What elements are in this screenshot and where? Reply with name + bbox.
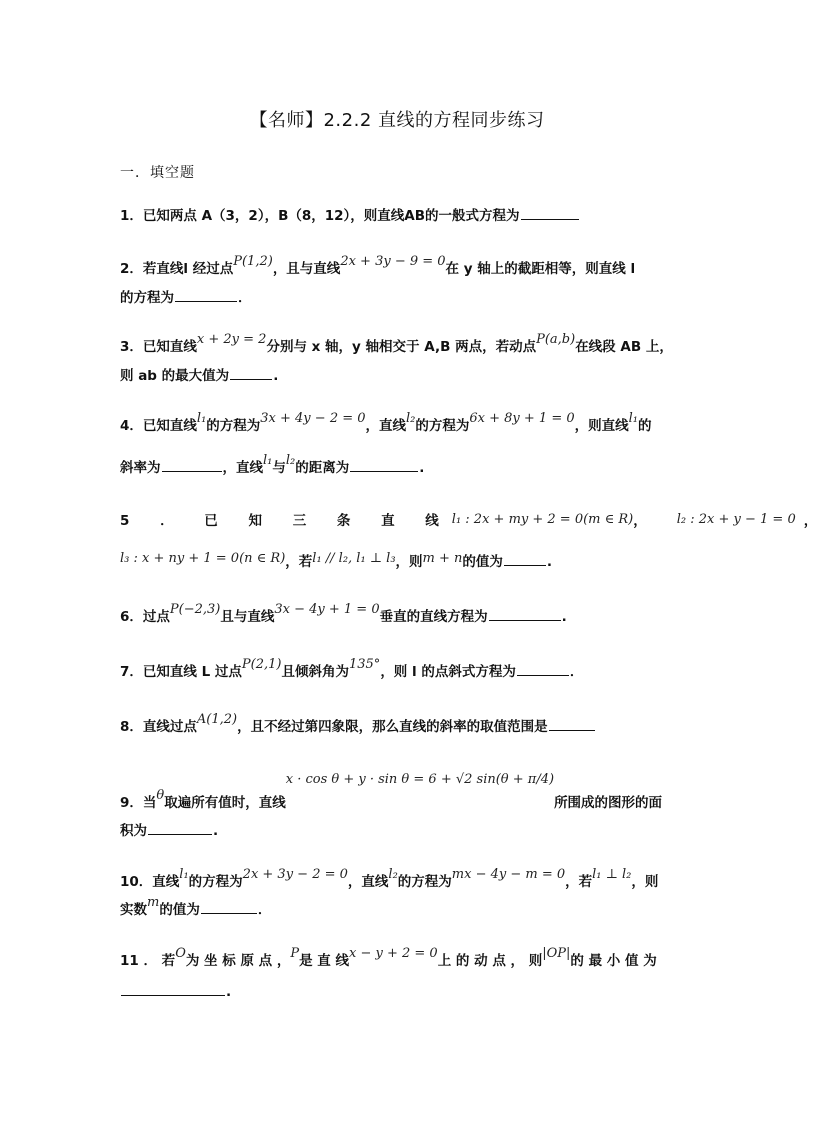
math-equation: x − y + 2 = 0 bbox=[349, 946, 438, 961]
q3-text: 则 ab 的最大值为 bbox=[120, 368, 230, 384]
q11-text: 上 的 动 点 ， 则 bbox=[437, 953, 543, 969]
math-equation: 2x + 3y − 2 = 0 bbox=[242, 867, 348, 882]
q6-text: 6．过点 bbox=[120, 609, 170, 625]
answer-blank bbox=[230, 378, 272, 380]
math-point: A(1,2) bbox=[196, 712, 238, 727]
q3-text: . bbox=[273, 368, 279, 384]
math-line: l₂ bbox=[388, 867, 398, 882]
question-10-line-2 bbox=[120, 895, 676, 918]
question-5 bbox=[120, 512, 817, 529]
q10-text: ． bbox=[257, 902, 272, 918]
math-point: P(−2,3) bbox=[169, 602, 221, 617]
math-expression: |OP| bbox=[542, 946, 571, 961]
math-equation: 3x + 4y − 2 = 0 bbox=[260, 411, 366, 426]
math-line: l₂ bbox=[406, 411, 416, 426]
q11-text: 为 坐 标 原 点 ， bbox=[185, 953, 291, 969]
q6-text: 垂直的直线方程为 bbox=[379, 609, 488, 625]
q1-text: 1．已知两点 A（3，2），B（8，12），则直线AB的一般式方程为 bbox=[120, 208, 520, 224]
q2-text: 在 y 轴上的截距相等，则直线 l bbox=[445, 261, 636, 277]
math-equation: l₂ : 2x + y − 1 = 0 bbox=[676, 512, 796, 527]
math-equation: mx − 4y − m = 0 bbox=[451, 867, 566, 882]
q5-text: ， bbox=[633, 513, 647, 529]
math-point: P bbox=[290, 946, 300, 961]
question-9 bbox=[120, 772, 676, 811]
question-6 bbox=[120, 602, 676, 625]
q11-text: . bbox=[226, 984, 232, 1000]
q10-text: 实数 bbox=[120, 902, 147, 918]
q4-text: 4．已知直线 bbox=[120, 418, 197, 434]
math-equation: 3x − 4y + 1 = 0 bbox=[274, 602, 380, 617]
q4-text: 的距离为 bbox=[295, 460, 350, 476]
q11-text: 11 ． 若 bbox=[120, 953, 176, 969]
question-11-line-2 bbox=[120, 986, 676, 1000]
q8-text: 8．直线过点 bbox=[120, 719, 197, 735]
q9-text: 所围成的图形的面 bbox=[554, 795, 663, 811]
question-10 bbox=[120, 867, 676, 890]
question-2 bbox=[120, 254, 676, 277]
q5-text: . bbox=[546, 554, 553, 570]
q4-text: ，直线 bbox=[222, 460, 263, 476]
q9-text: . bbox=[213, 823, 219, 839]
q4-text: 的方程为 bbox=[415, 418, 470, 434]
question-3 bbox=[120, 332, 676, 355]
q10-text: ，直线 bbox=[347, 874, 389, 890]
q10-text: 的方程为 bbox=[397, 874, 452, 890]
q4-text: 斜率为 bbox=[120, 460, 161, 476]
math-expression: m + n bbox=[422, 551, 463, 566]
q4-text: 的 bbox=[638, 418, 652, 434]
math-condition: l₁ // l₂, l₁ ⊥ l₃ bbox=[312, 551, 396, 566]
q2-text: 2．若直线l 经过点 bbox=[120, 261, 234, 277]
answer-blank bbox=[549, 729, 595, 731]
question-9-line-2 bbox=[120, 825, 676, 839]
q10-text: 的方程为 bbox=[188, 874, 243, 890]
q4-text: ，直线 bbox=[365, 418, 407, 434]
math-equation: x + 2y = 2 bbox=[196, 332, 267, 347]
q6-text: . bbox=[561, 609, 567, 625]
answer-blank bbox=[162, 470, 222, 472]
question-4 bbox=[120, 411, 676, 434]
math-theta: θ bbox=[156, 788, 165, 803]
section-heading: 一．填空题 bbox=[120, 165, 195, 181]
q4-text: 的方程为 bbox=[206, 418, 261, 434]
q5-text: 的值为 bbox=[462, 554, 503, 570]
answer-blank bbox=[350, 470, 418, 472]
q5-text: ，若 bbox=[285, 554, 313, 570]
q11-text: 是 直 线 bbox=[299, 953, 350, 969]
math-equation: x · cos θ + y · sin θ = 6 + √2 sin(θ + π/4) bbox=[285, 772, 555, 787]
q9-text: 9．当 bbox=[120, 795, 157, 811]
q6-text: 且与直线 bbox=[220, 609, 275, 625]
answer-blank bbox=[148, 833, 212, 835]
answer-blank bbox=[517, 674, 569, 676]
q4-text: . bbox=[419, 460, 425, 476]
math-equation: 2x + 3y − 9 = 0 bbox=[340, 254, 446, 269]
question-11 bbox=[120, 946, 676, 969]
q8-text: ，且不经过第四象限，那么直线的斜率的取值范围是 bbox=[237, 719, 548, 735]
q7-text: 7．已知直线 L 过点 bbox=[120, 664, 242, 680]
math-condition: l₁ ⊥ l₂ bbox=[592, 867, 632, 882]
math-point: P(1,2) bbox=[233, 254, 273, 269]
q4-text: ，则直线 bbox=[574, 418, 629, 434]
q9-text: 取遍所有值时，直线 bbox=[164, 795, 286, 811]
q7-text: ，则 l 的点斜式方程为 bbox=[380, 664, 516, 680]
q10-text: 的值为 bbox=[159, 902, 200, 918]
q7-text: 且倾斜角为 bbox=[281, 664, 349, 680]
q2-text: 的方程为 bbox=[120, 290, 174, 306]
q10-text: ，则 bbox=[631, 874, 659, 890]
answer-blank bbox=[175, 300, 237, 302]
math-equation: l₁ : 2x + my + 2 = 0(m ∈ R) bbox=[451, 512, 634, 527]
q3-text: 在线段 AB 上， bbox=[575, 339, 673, 355]
math-line: l₁ bbox=[263, 453, 273, 468]
question-8 bbox=[120, 712, 676, 735]
answer-blank bbox=[521, 218, 579, 220]
math-equation: l₃ : x + ny + 1 = 0(n ∈ R) bbox=[120, 551, 286, 566]
question-7 bbox=[120, 657, 676, 680]
math-line: l₁ bbox=[628, 411, 638, 426]
answer-blank bbox=[201, 912, 257, 914]
q7-text: ． bbox=[569, 664, 584, 680]
question-4-line-2 bbox=[120, 453, 676, 476]
q5-text: ，则 bbox=[395, 554, 423, 570]
answer-blank bbox=[504, 564, 546, 566]
q5-text: 5 ． 已 知 三 条 直 线 bbox=[120, 513, 452, 529]
math-point: P(2,1) bbox=[241, 657, 282, 672]
page-title: 【名师】2.2.2 直线的方程同步练习 bbox=[249, 110, 545, 131]
q5-text: ， bbox=[803, 513, 817, 529]
q9-text: 积为 bbox=[120, 823, 147, 839]
q10-text: ，若 bbox=[565, 874, 593, 890]
math-angle: 135° bbox=[348, 657, 381, 672]
answer-blank bbox=[121, 994, 225, 996]
answer-blank bbox=[489, 619, 561, 621]
question-2-line-2 bbox=[120, 292, 676, 306]
math-equation: 6x + 8y + 1 = 0 bbox=[469, 411, 575, 426]
q2-text: ． bbox=[238, 290, 252, 306]
q10-text: 10．直线 bbox=[120, 874, 180, 890]
q4-text: 与 bbox=[272, 460, 286, 476]
q3-text: 分别与 x 轴，y 轴相交于 A,B 两点，若动点 bbox=[266, 339, 537, 355]
math-line: l₁ bbox=[179, 867, 189, 882]
math-origin: O bbox=[175, 946, 186, 961]
question-3-line-2 bbox=[120, 370, 676, 384]
question-5-line-2 bbox=[120, 551, 676, 570]
question-1 bbox=[120, 210, 676, 224]
math-line: l₂ bbox=[285, 453, 296, 468]
q2-text: ，且与直线 bbox=[272, 261, 341, 277]
math-variable: m bbox=[147, 895, 160, 910]
math-line: l₁ bbox=[196, 411, 207, 426]
q3-text: 3．已知直线 bbox=[120, 339, 197, 355]
q11-text: 的 最 小 值 为 bbox=[570, 953, 657, 969]
math-point: P(a,b) bbox=[536, 332, 576, 347]
